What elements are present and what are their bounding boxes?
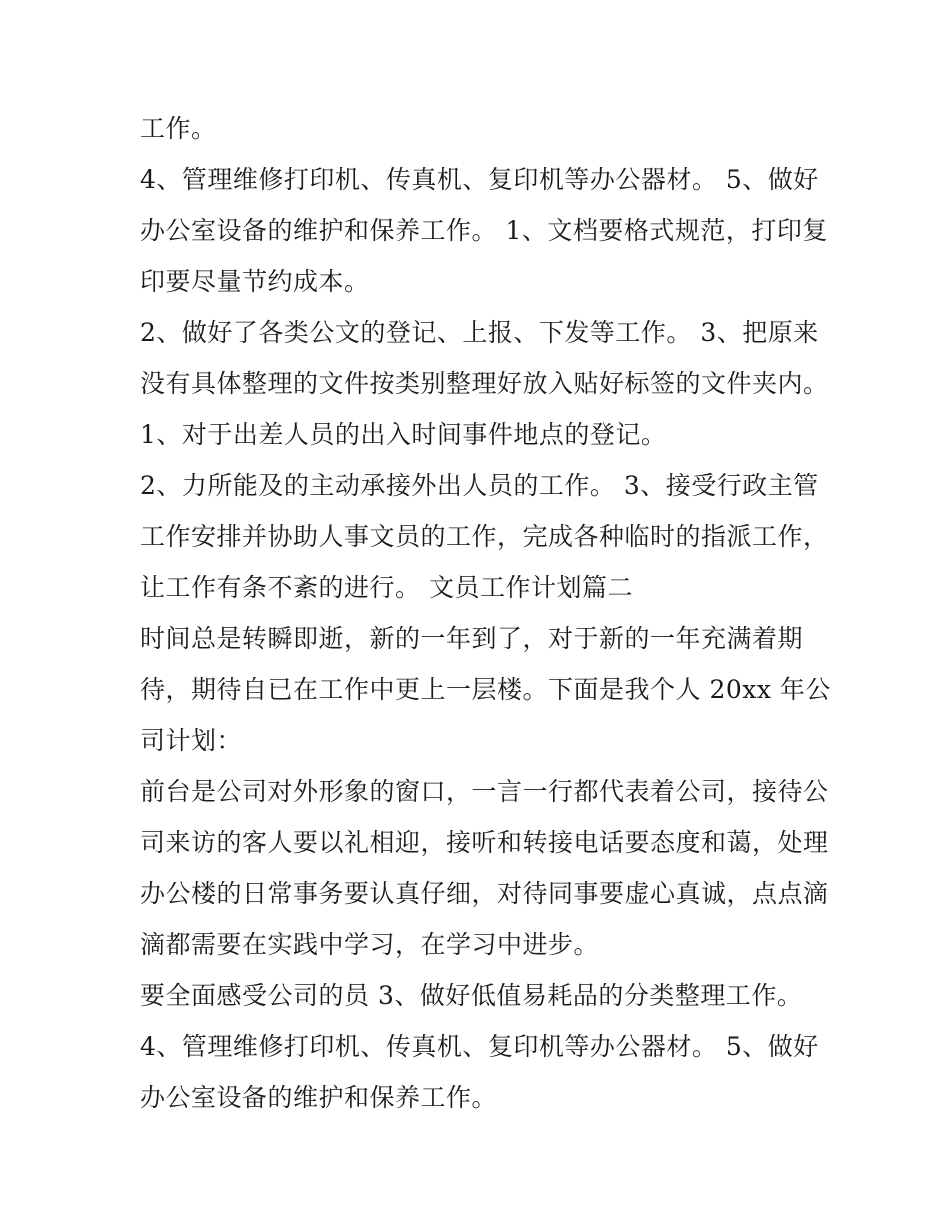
text-line: 滴都需要在实践中学习，在学习中进步。	[140, 930, 600, 959]
text-line: 办公室设备的维护和保养工作。 1、文档要格式规范，打印复	[140, 216, 828, 245]
text-line: 前台是公司对外形象的窗口，一言一行都代表着公司，接待公	[140, 777, 829, 806]
text-line: 工作安排并协助人事文员的工作，完成各种临时的指派工作，	[140, 522, 829, 551]
text-line: 要全面感受公司的员 3、做好低值易耗品的分类整理工作。	[140, 981, 803, 1010]
text-line: 司来访的客人要以礼相迎，接听和转接电话要态度和蔼，处理	[140, 828, 829, 857]
text-line: 待，期待自已在工作中更上一层楼。下面是我个人 20xx 年公	[140, 675, 831, 704]
text-line: 办公楼的日常事务要认真仔细，对待同事要虚心真诚，点点滴	[140, 879, 829, 908]
text-line: 2、力所能及的主动承接外出人员的工作。 3、接受行政主管	[140, 471, 819, 500]
text-line: 司计划：	[140, 726, 243, 755]
text-line: 工作。	[140, 114, 217, 143]
text-line: 1、对于出差人员的出入时间事件地点的登记。	[140, 420, 667, 449]
text-line: 印要尽量节约成本。	[140, 267, 370, 296]
text-line: 4、管理维修打印机、传真机、复印机等办公器材。 5、做好	[140, 165, 819, 194]
text-line: 时间总是转瞬即逝，新的一年到了，对于新的一年充满着期	[140, 624, 804, 653]
text-line: 2、做好了各类公文的登记、上报、下发等工作。 3、把原来	[140, 318, 819, 347]
text-line: 4、管理维修打印机、传真机、复印机等办公器材。 5、做好	[140, 1032, 819, 1061]
text-line: 没有具体整理的文件按类别整理好放入贴好标签的文件夹内。	[140, 369, 829, 398]
text-line: 让工作有条不紊的进行。 文员工作计划篇二	[140, 573, 633, 602]
text-line: 办公室设备的维护和保养工作。	[140, 1083, 498, 1112]
